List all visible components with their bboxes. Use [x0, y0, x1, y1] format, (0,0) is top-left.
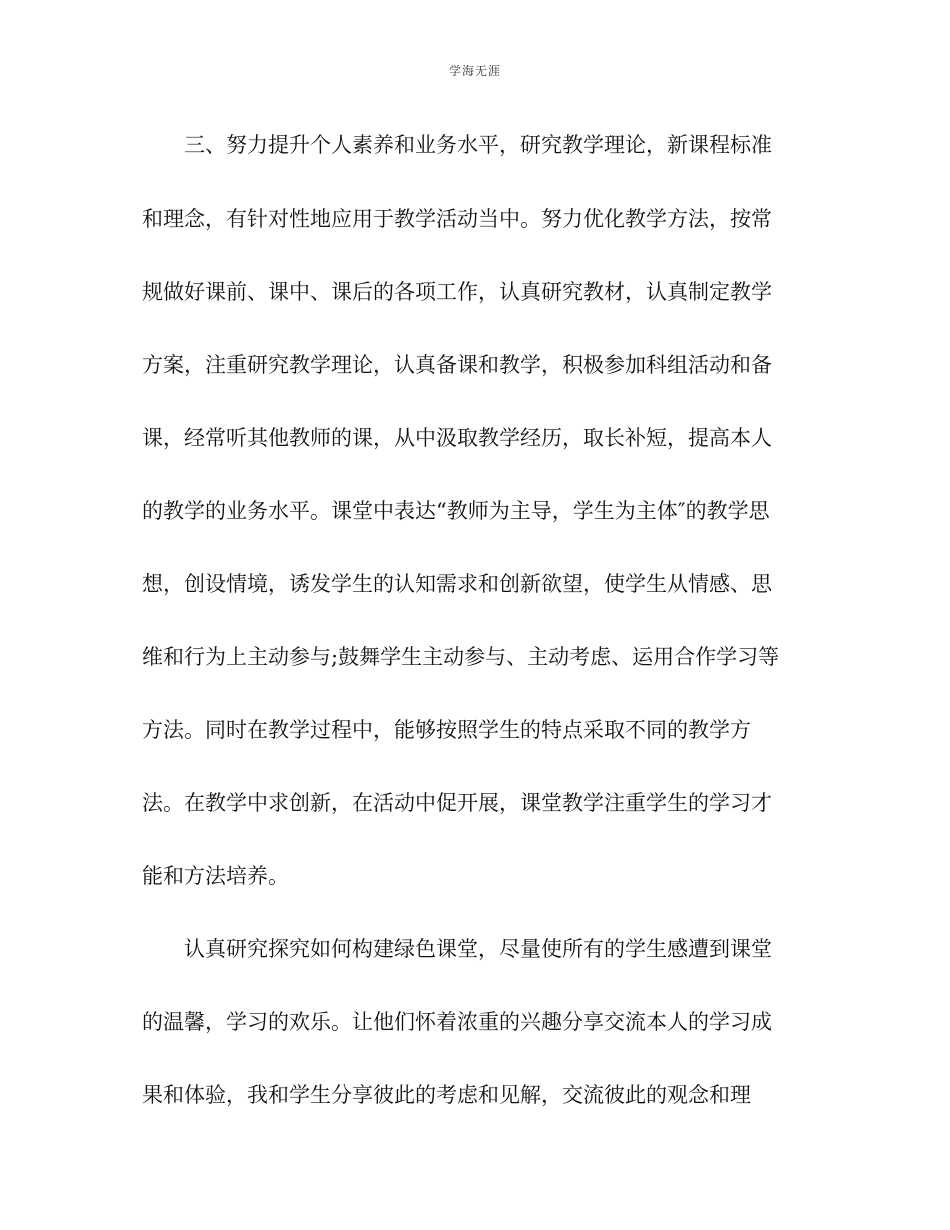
text-line: 认真研究探究如何构建绿色课堂，尽量使所有的学生感遭到课堂: [184, 937, 772, 961]
text-line: 规做好课前、课中、课后的各项工作，认真研究教材，认真制定教学: [142, 280, 772, 304]
text-line: 方案，注重研究教学理论，认真备课和教学，积极参加科组活动和备: [142, 353, 772, 377]
text-line: 果和体验，我和学生分享彼此的考虑和见解，交流彼此的观念和理: [142, 1083, 751, 1107]
text-line: 的温馨，学习的欢乐。让他们怀着浓重的兴趣分享交流本人的学习成: [142, 1010, 772, 1034]
text-line: 的教学的业务水平。课堂中表达“教师为主导，学生为主体″的教学思: [142, 499, 770, 523]
text-line: 法。在教学中求创新，在活动中促开展，课堂教学注重学生的学习才: [142, 791, 772, 815]
text-line: 课，经常听其他教师的课，从中汲取教学经历，取长补短，提高本人: [142, 426, 772, 450]
text-line: 方法。同时在教学过程中，能够按照学生的特点采取不同的教学方: [142, 718, 751, 742]
page-header: 学海无涯: [448, 64, 501, 78]
text-line: 维和行为上主动参与;鼓舞学生主动参与、主动考虑、运用合作学习等: [142, 645, 780, 669]
text-line: 能和方法培养。: [142, 864, 289, 888]
text-line: 三、努力提升个人素养和业务水平，研究教学理论，新课程标准: [184, 133, 772, 157]
text-line: 和理念，有针对性地应用于教学活动当中。努力优化教学方法，按常: [142, 207, 772, 231]
text-line: 想，创设情境，诱发学生的认知需求和创新欲望，使学生从情感、思: [142, 572, 772, 596]
